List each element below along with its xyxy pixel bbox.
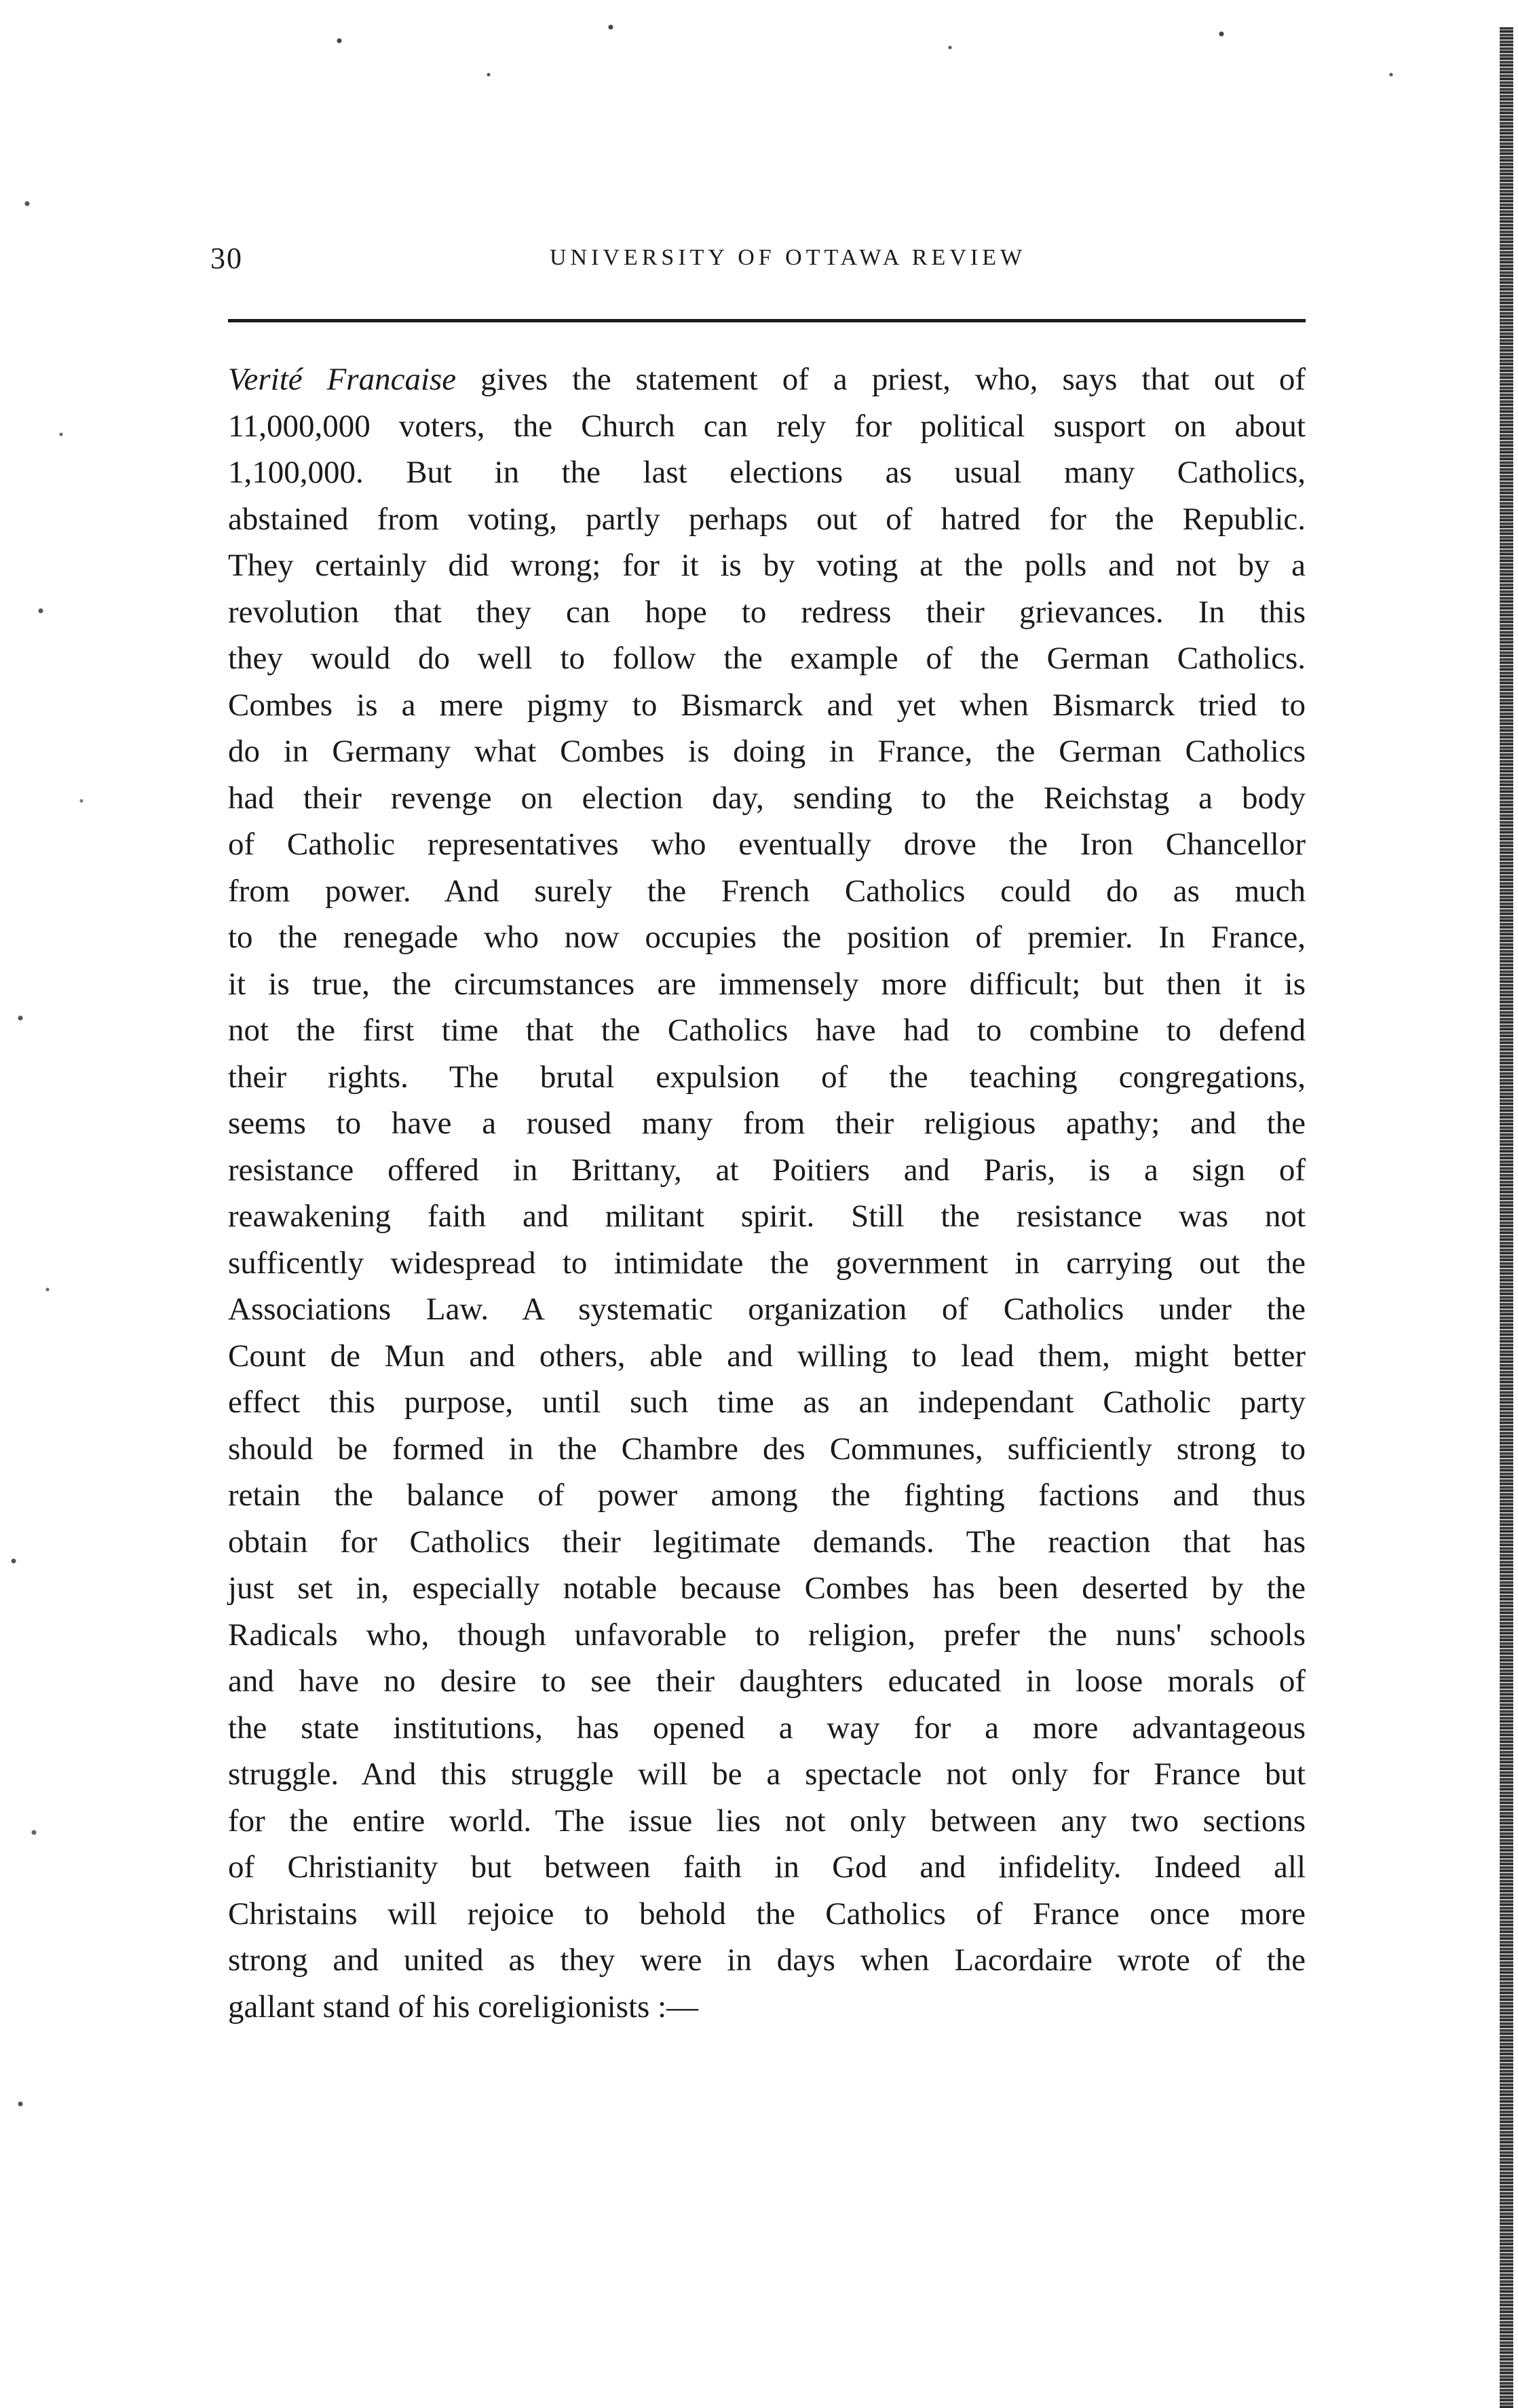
body-line-text: to the renegade who now occupies the position of premier. In France,: [228, 920, 1306, 955]
body-line: [228, 1054, 1306, 1101]
body-line: [228, 1798, 1306, 1845]
body-line-text: retain the balance of power among the fighting factions and thus: [228, 1478, 1306, 1513]
body-line-text: 11,000,000 voters, the Church can rely for political susport on about: [228, 408, 1306, 444]
scan-noise-left: [0, 0, 136, 2408]
body-line-text: Christains will rejoice to behold the Catholics of France once more: [228, 1896, 1306, 1932]
body-line-text: it is true, the circumstances are immensely more difficult; but then it is: [228, 966, 1306, 1002]
body-line-text: Combes is a mere pigmy to Bismarck and yet when Bismarck tried to: [228, 687, 1306, 723]
body-line: [228, 1891, 1306, 1938]
body-line: [228, 496, 1306, 543]
body-line: [228, 1937, 1306, 1984]
body-line: [228, 1286, 1306, 1333]
body-line: [228, 542, 1306, 589]
header-rule: [228, 319, 1306, 322]
body-line: [228, 868, 1306, 915]
body-line-text: strong and united as they were in days when Lacordaire wrote of the: [228, 1942, 1306, 1978]
body-line: [228, 682, 1306, 729]
body-line: [228, 449, 1306, 496]
body-line-text: and have no desire to see their daughters educated in loose morals of: [228, 1663, 1306, 1699]
body-line: [228, 356, 1306, 403]
body-line: [228, 1565, 1306, 1612]
body-line-text: Count de Mun and others, able and willing to lead them, might better: [228, 1338, 1306, 1374]
body-line-text: gives the statement of a priest, who, says that out of: [456, 362, 1306, 397]
running-title: UNIVERSITY OF OTTAWA REVIEW: [550, 245, 1027, 270]
body-line: [228, 1612, 1306, 1659]
body-line: [228, 821, 1306, 868]
body-line: [228, 1100, 1306, 1147]
body-line: [228, 403, 1306, 450]
body-line: [228, 1333, 1306, 1380]
body-paragraph: [228, 356, 1306, 2030]
scan-noise-top: [0, 0, 1518, 136]
body-line: [228, 1007, 1306, 1054]
body-line: [228, 961, 1306, 1008]
body-line-text: the state institutions, has opened a way for a more advantageous: [228, 1710, 1306, 1746]
journal-title-italic: Verité Francaise: [228, 362, 457, 397]
body-line: [228, 1984, 1306, 2031]
body-line: [228, 1705, 1306, 1752]
body-line-text: gallant stand of his coreligionists :—: [228, 1989, 699, 2025]
body-line: [228, 1472, 1306, 1519]
body-line-text: sufficently widespread to intimidate the government in carrying out the: [228, 1245, 1306, 1281]
body-line-text: for the entire world. The issue lies not only between any two sections: [228, 1803, 1306, 1839]
body-line-text: should be formed in the Chambre des Communes, sufficiently strong to: [228, 1431, 1306, 1467]
body-line-text: their rights. The brutal expulsion of the teaching congregations,: [228, 1059, 1306, 1095]
body-line: [228, 1519, 1306, 1566]
body-line: [228, 1658, 1306, 1705]
body-line: [228, 728, 1306, 775]
body-line: [228, 775, 1306, 822]
body-line-text: abstained from voting, partly perhaps out of hatred for the Republic.: [228, 501, 1306, 537]
page-edge-shadow: [1500, 27, 1513, 2408]
body-line-text: not the first time that the Catholics have had to combine to defend: [228, 1013, 1306, 1048]
body-line: [228, 589, 1306, 636]
body-line-text: effect this purpose, until such time as an independant Catholic party: [228, 1385, 1306, 1420]
body-line: [228, 1147, 1306, 1194]
body-line-text: do in Germany what Combes is doing in France, the German Catholics: [228, 734, 1306, 769]
body-line: [228, 1426, 1306, 1473]
body-line-text: Radicals who, though unfavorable to religion, prefer the nuns' schools: [228, 1617, 1306, 1653]
page-number: 30: [210, 242, 243, 275]
body-line: [228, 1751, 1306, 1798]
body-line: [228, 1379, 1306, 1426]
body-line: [228, 1193, 1306, 1240]
body-line-text: Associations Law. A systematic organization of Catholics under the: [228, 1292, 1306, 1327]
body-line-text: had their revenge on election day, sending to the Reichstag a body: [228, 780, 1306, 816]
body-line-text: obtain for Catholics their legitimate demands. The reaction that has: [228, 1524, 1306, 1560]
body-line: [228, 635, 1306, 682]
body-line-text: reawakening faith and militant spirit. Still the resistance was not: [228, 1199, 1306, 1234]
body-line: [228, 1844, 1306, 1891]
body-line-text: resistance offered in Brittany, at Poitiers and Paris, is a sign of: [228, 1152, 1306, 1188]
body-line: [228, 1240, 1306, 1287]
body-line-text: 1,100,000. But in the last elections as usual many Catholics,: [228, 455, 1306, 490]
body-line-text: of Catholic representatives who eventually drove the Iron Chancellor: [228, 827, 1306, 862]
body-line: [228, 914, 1306, 961]
body-line-text: struggle. And this struggle will be a spectacle not only for France but: [228, 1756, 1306, 1792]
body-line-text: of Christianity but between faith in God and infidelity. Indeed all: [228, 1849, 1306, 1885]
page-header: [210, 241, 1310, 282]
body-line-text: seems to have a roused many from their religious apathy; and the: [228, 1106, 1306, 1141]
body-line-text: just set in, especially notable because Combes has been deserted by the: [228, 1570, 1306, 1606]
body-line-text: revolution that they can hope to redress their grievances. In this: [228, 594, 1306, 630]
body-line-text: They certainly did wrong; for it is by voting at the polls and not by a: [228, 548, 1306, 583]
body-line-text: they would do well to follow the example of the German Catholics.: [228, 641, 1306, 676]
body-line-text: from power. And surely the French Catholics could do as much: [228, 873, 1306, 909]
